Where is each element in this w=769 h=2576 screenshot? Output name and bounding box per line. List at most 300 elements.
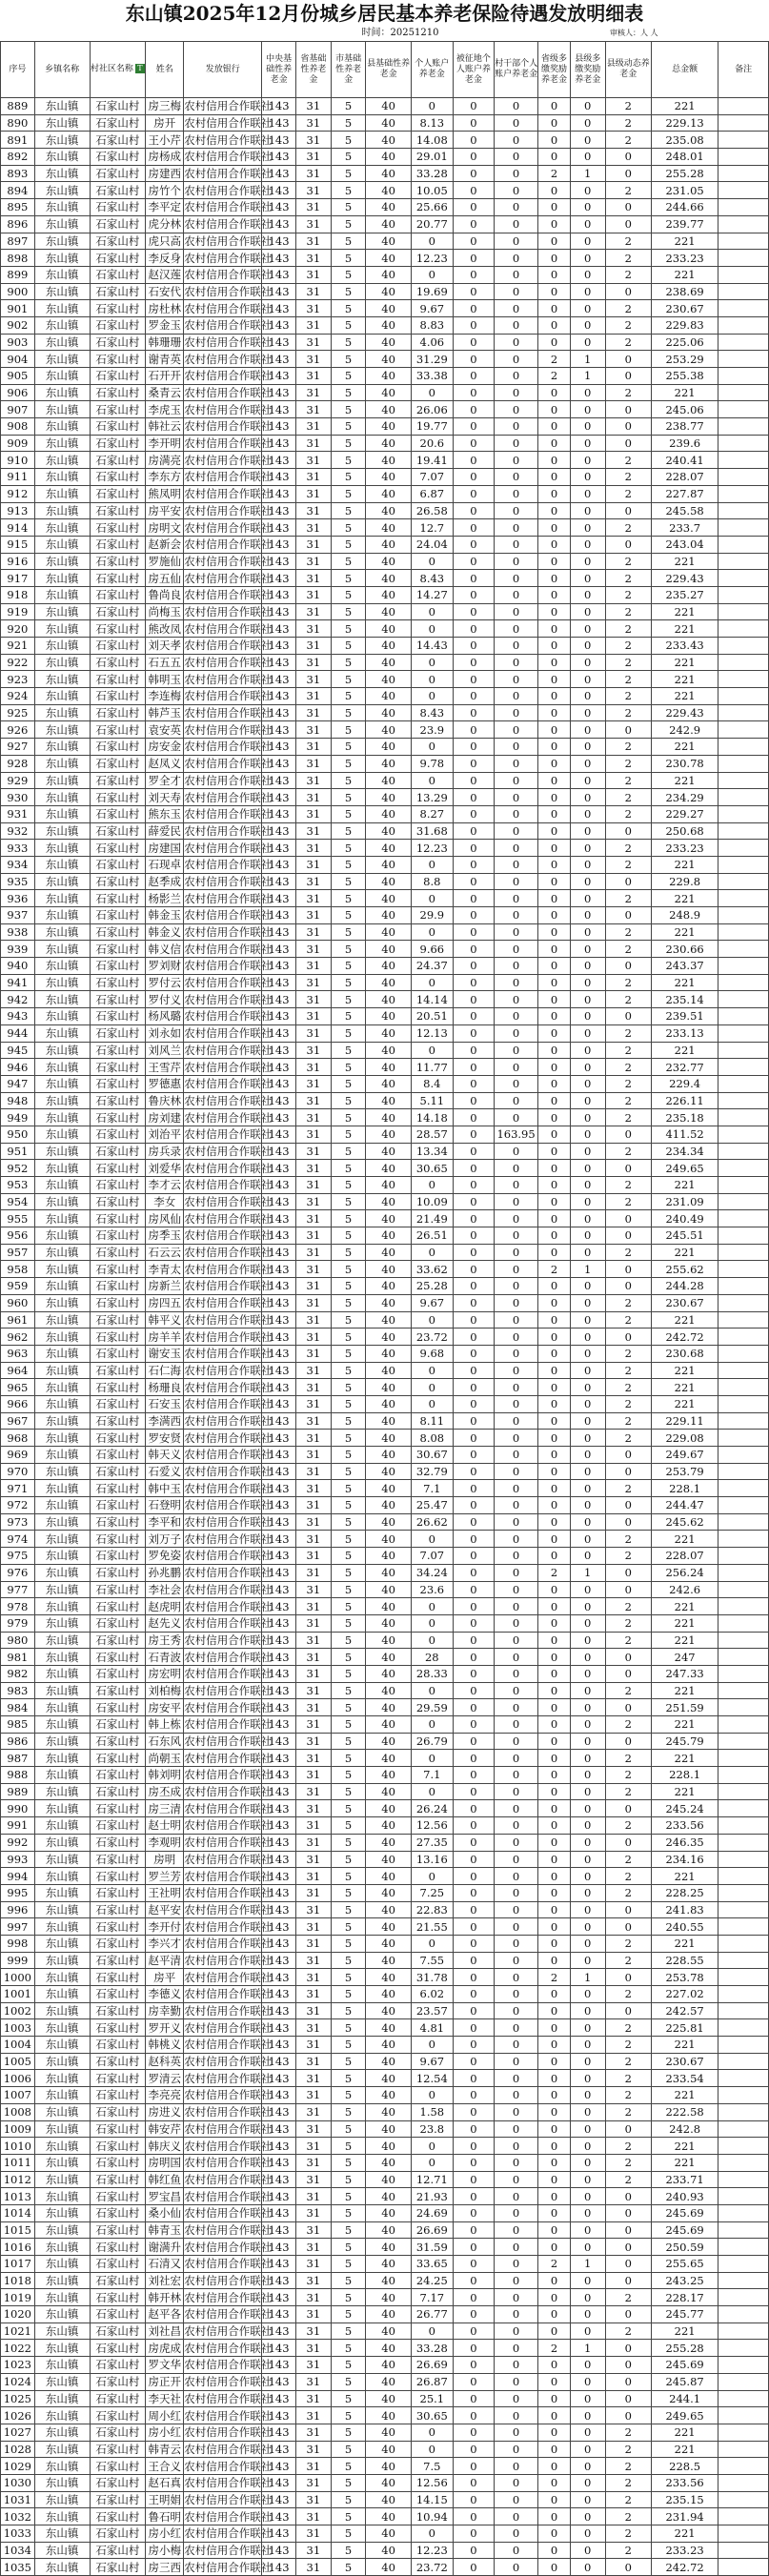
cell-bank: 农村信用合作联社 (184, 689, 273, 703)
cell-county: 40 (366, 1447, 411, 1464)
cell-provincial: 31 (295, 1463, 331, 1480)
cell-central: 143 (262, 435, 296, 452)
cell-town: 东山镇 (34, 873, 90, 890)
cell-central: 143 (262, 149, 296, 166)
cell-village: 石家山村 (90, 1750, 146, 1767)
cell-land: 0 (453, 1024, 494, 1042)
cell-prov-bonus: 2 (538, 2340, 571, 2357)
cell-provincial: 31 (295, 149, 331, 166)
cell-village: 石家山村 (90, 182, 146, 199)
cell-personal: 0 (411, 1682, 453, 1699)
cell-provincial: 31 (295, 1379, 331, 1396)
cell-remarks (718, 2322, 769, 2340)
cell-land: 0 (453, 856, 494, 873)
cell-village: 石家山村 (90, 856, 146, 873)
cell-provincial: 31 (295, 2289, 331, 2306)
cell-dynamic: 0 (605, 2002, 651, 2019)
cell-village: 石家山村 (90, 991, 146, 1008)
cell-remarks (718, 2087, 769, 2104)
cell-provincial: 31 (295, 98, 331, 115)
cell-name: 房兵录 (146, 1143, 184, 1160)
cell-name: 鲁尚良 (146, 586, 184, 603)
cell-village: 石家山村 (90, 401, 146, 418)
cell-dynamic: 0 (605, 1329, 651, 1346)
cell-personal: 12.13 (411, 1024, 453, 1042)
cell-dynamic: 0 (605, 1581, 651, 1598)
cell-total: 221 (651, 890, 718, 907)
cell-cadre: 0 (494, 1362, 537, 1379)
cell-county: 40 (366, 805, 411, 822)
cell-prov-bonus: 0 (538, 1345, 571, 1362)
cell-prov-bonus: 0 (538, 941, 571, 958)
cell-total: 256.24 (651, 1564, 718, 1581)
cell-remarks (718, 351, 769, 368)
table-row (1, 1952, 769, 1969)
cell-prov-bonus: 0 (538, 2441, 571, 2458)
cell-county-bonus: 0 (570, 1682, 605, 1699)
cell-remarks (718, 890, 769, 907)
cell-village: 石家山村 (90, 300, 146, 317)
cell-index: 908 (1, 418, 35, 436)
cell-county: 40 (366, 1531, 411, 1548)
cell-total: 245.24 (651, 1800, 718, 1817)
cell-land: 0 (453, 721, 494, 739)
cell-city: 5 (331, 1143, 366, 1160)
cell-bank: 农村信用合作联社 (184, 1869, 273, 1883)
cell-personal: 0 (411, 1379, 453, 1396)
reviewer-label: 审核人：人 人 (610, 29, 658, 37)
cell-county: 40 (366, 165, 411, 182)
cell-personal: 0 (411, 1244, 453, 1261)
cell-total: 221 (651, 856, 718, 873)
cell-total: 221 (651, 1868, 718, 1885)
cell-county-bonus: 0 (570, 2289, 605, 2306)
cell-county-bonus: 0 (570, 1210, 605, 1227)
cell-remarks (718, 316, 769, 334)
cell-total: 221 (651, 553, 718, 570)
cell-land: 0 (453, 991, 494, 1008)
cell-provincial: 31 (295, 1817, 331, 1835)
table-row (1, 2322, 769, 2340)
cell-city: 5 (331, 890, 366, 907)
cell-town: 东山镇 (34, 2559, 90, 2576)
cell-total: 221 (651, 654, 718, 671)
cell-town: 东山镇 (34, 2525, 90, 2543)
cell-city: 5 (331, 1311, 366, 1329)
cell-remarks (718, 1884, 769, 1901)
cell-city: 5 (331, 300, 366, 317)
cell-provincial: 31 (295, 1447, 331, 1464)
cell-county-bonus: 0 (570, 2053, 605, 2070)
cell-village: 石家山村 (90, 132, 146, 149)
cell-city: 5 (331, 2138, 366, 2155)
cell-index: 935 (1, 873, 35, 890)
cell-name: 韩天义 (146, 1447, 184, 1464)
cell-name: 房明国 (146, 2154, 184, 2171)
cell-index: 985 (1, 1716, 35, 1734)
cell-remarks (718, 502, 769, 519)
cell-personal: 14.15 (411, 2491, 453, 2508)
cell-personal: 21.55 (411, 1918, 453, 1936)
cell-provincial: 31 (295, 1008, 331, 1025)
cell-land: 0 (453, 2289, 494, 2306)
cell-dynamic: 2 (605, 98, 651, 115)
cell-personal: 0 (411, 1531, 453, 1548)
cell-total: 250.68 (651, 822, 718, 840)
cell-county-bonus: 0 (570, 2525, 605, 2543)
cell-total: 255.65 (651, 2256, 718, 2273)
cell-cadre: 0 (494, 1531, 537, 1548)
cell-town: 东山镇 (34, 907, 90, 924)
cell-central: 143 (262, 1817, 296, 1835)
cell-name: 房季玉 (146, 1227, 184, 1245)
cell-provincial: 31 (295, 1261, 331, 1278)
cell-dynamic: 2 (605, 1059, 651, 1076)
cell-village: 石家山村 (90, 1497, 146, 1514)
cell-land: 0 (453, 2002, 494, 2019)
cell-bank: 农村信用合作联社 (184, 318, 273, 333)
cell-town: 东山镇 (34, 1649, 90, 1666)
cell-county: 40 (366, 2357, 411, 2374)
cell-personal: 24.25 (411, 2272, 453, 2289)
cell-remarks (718, 671, 769, 688)
cell-land: 0 (453, 132, 494, 149)
cell-bank: 农村信用合作联社 (184, 2088, 273, 2102)
cell-land: 0 (453, 1531, 494, 1548)
cell-index: 1020 (1, 2306, 35, 2323)
cell-prov-bonus: 0 (538, 739, 571, 756)
col-header-name: 姓名 (146, 42, 184, 98)
cell-prov-bonus: 0 (538, 586, 571, 603)
cell-total: 221 (651, 2525, 718, 2543)
cell-dynamic: 2 (605, 2322, 651, 2340)
cell-town: 东山镇 (34, 1918, 90, 1936)
cell-index: 958 (1, 1261, 35, 1278)
cell-county-bonus: 0 (570, 1834, 605, 1851)
cell-remarks (718, 418, 769, 436)
cell-village: 石家山村 (90, 1716, 146, 1734)
cell-central: 143 (262, 1901, 296, 1918)
cell-county: 40 (366, 1160, 411, 1177)
cell-village: 石家山村 (90, 1278, 146, 1295)
cell-city: 5 (331, 384, 366, 401)
cell-bank: 农村信用合作联社 (184, 1413, 273, 1428)
cell-county-bonus: 0 (570, 1632, 605, 1649)
cell-village: 石家山村 (90, 2272, 146, 2289)
table-row (1, 873, 769, 890)
cell-remarks (718, 974, 769, 991)
table-row (1, 1210, 769, 1227)
cell-personal: 0 (411, 620, 453, 638)
cell-prov-bonus: 0 (538, 958, 571, 975)
col-header-town: 乡镇名称 (34, 42, 90, 98)
cell-provincial: 31 (295, 1918, 331, 1936)
cell-provincial: 31 (295, 1294, 331, 1311)
cell-personal: 19.41 (411, 452, 453, 469)
cell-village: 石家山村 (90, 755, 146, 772)
cell-provincial: 31 (295, 941, 331, 958)
cell-dynamic: 2 (605, 1884, 651, 1901)
cell-village: 石家山村 (90, 1244, 146, 1261)
cell-central: 143 (262, 958, 296, 975)
cell-village: 石家山村 (90, 1817, 146, 1835)
cell-county-bonus: 0 (570, 772, 605, 789)
cell-land: 0 (453, 772, 494, 789)
cell-bank: 农村信用合作联社 (184, 740, 273, 754)
cell-land: 0 (453, 182, 494, 199)
cell-county-bonus: 0 (570, 638, 605, 655)
cell-land: 0 (453, 215, 494, 233)
cell-town: 东山镇 (34, 149, 90, 166)
cell-index: 892 (1, 149, 35, 166)
cell-city: 5 (331, 654, 366, 671)
cell-total: 228.25 (651, 1884, 718, 1901)
cell-land: 0 (453, 586, 494, 603)
cell-name: 李虎玉 (146, 401, 184, 418)
cell-village: 石家山村 (90, 2373, 146, 2390)
cell-name: 杨风璐 (146, 1008, 184, 1025)
cell-prov-bonus: 0 (538, 1463, 571, 1480)
cell-town: 东山镇 (34, 1699, 90, 1716)
cell-city: 5 (331, 2458, 366, 2475)
cell-dynamic: 2 (605, 2171, 651, 2188)
cell-city: 5 (331, 1649, 366, 1666)
cell-county: 40 (366, 822, 411, 840)
cell-city: 5 (331, 941, 366, 958)
cell-remarks (718, 2002, 769, 2019)
cell-land: 0 (453, 1362, 494, 1379)
cell-index: 931 (1, 805, 35, 822)
cell-cadre: 0 (494, 1294, 537, 1311)
cell-city: 5 (331, 435, 366, 452)
cell-county-bonus: 0 (570, 688, 605, 705)
cell-county-bonus: 0 (570, 1244, 605, 1261)
cell-prov-bonus: 0 (538, 822, 571, 840)
cell-county: 40 (366, 1952, 411, 1969)
cell-land: 0 (453, 1800, 494, 1817)
cell-cadre: 0 (494, 233, 537, 250)
cell-prov-bonus: 0 (538, 2407, 571, 2424)
cell-provincial: 31 (295, 250, 331, 267)
cell-cadre: 0 (494, 721, 537, 739)
cell-county-bonus: 0 (570, 1042, 605, 1059)
cell-dynamic: 2 (605, 1395, 651, 1412)
cell-central: 143 (262, 2204, 296, 2221)
cell-town: 东山镇 (34, 1294, 90, 1311)
cell-dynamic: 2 (605, 1412, 651, 1430)
cell-central: 143 (262, 1412, 296, 1430)
cell-total: 221 (651, 384, 718, 401)
cell-county-bonus: 0 (570, 907, 605, 924)
cell-name: 李东方 (146, 469, 184, 486)
cell-bank: 农村信用合作联社 (184, 1836, 273, 1850)
cell-village: 石家山村 (90, 1548, 146, 1565)
cell-central: 143 (262, 2508, 296, 2525)
cell-provincial: 31 (295, 1851, 331, 1868)
cell-personal: 9.67 (411, 1294, 453, 1311)
cell-name: 房开 (146, 114, 184, 132)
cell-land: 0 (453, 98, 494, 115)
table-row (1, 1699, 769, 1716)
cell-bank: 农村信用合作联社 (184, 823, 273, 838)
cell-central: 143 (262, 1716, 296, 1734)
cell-personal: 0 (411, 1311, 453, 1329)
cell-city: 5 (331, 2154, 366, 2171)
cell-city: 5 (331, 1024, 366, 1042)
cell-provincial: 31 (295, 199, 331, 216)
cell-total: 231.05 (651, 182, 718, 199)
cell-name: 韩明玉 (146, 671, 184, 688)
cell-cadre: 0 (494, 1345, 537, 1362)
cell-index: 1000 (1, 1969, 35, 1986)
cell-total: 228.1 (651, 1767, 718, 1784)
cell-bank: 农村信用合作联社 (184, 2375, 273, 2389)
cell-town: 东山镇 (34, 1430, 90, 1447)
cell-central: 143 (262, 418, 296, 436)
cell-index: 947 (1, 1075, 35, 1092)
cell-total: 221 (651, 603, 718, 620)
cell-prov-bonus: 0 (538, 2306, 571, 2323)
cell-central: 143 (262, 1884, 296, 1901)
cell-dynamic: 2 (605, 1193, 651, 1210)
cell-central: 143 (262, 2002, 296, 2019)
table-row (1, 1969, 769, 1986)
cell-central: 143 (262, 603, 296, 620)
cell-index: 995 (1, 1884, 35, 1901)
cell-county-bonus: 0 (570, 2120, 605, 2138)
cell-county-bonus: 0 (570, 1699, 605, 1716)
cell-town: 东山镇 (34, 1379, 90, 1396)
cell-village: 石家山村 (90, 907, 146, 924)
cell-dynamic: 2 (605, 182, 651, 199)
cell-total: 244.1 (651, 2390, 718, 2407)
cell-provincial: 31 (295, 1699, 331, 1716)
cell-city: 5 (331, 266, 366, 283)
cell-central: 143 (262, 2424, 296, 2441)
cell-village: 石家山村 (90, 1952, 146, 1969)
cell-dynamic: 2 (605, 2289, 651, 2306)
cell-city: 5 (331, 840, 366, 857)
cell-remarks (718, 2120, 769, 2138)
cell-personal: 0 (411, 266, 453, 283)
cell-village: 石家山村 (90, 165, 146, 182)
cell-personal: 0 (411, 856, 453, 873)
cell-cadre: 0 (494, 772, 537, 789)
cell-index: 1028 (1, 2441, 35, 2458)
table-row (1, 704, 769, 721)
cell-county-bonus: 0 (570, 603, 605, 620)
table-row (1, 2002, 769, 2019)
cell-name: 韩上栋 (146, 1716, 184, 1734)
cell-name: 王合义 (146, 2458, 184, 2475)
cell-personal: 0 (411, 1783, 453, 1800)
cell-county-bonus: 0 (570, 1059, 605, 1076)
cell-prov-bonus: 0 (538, 1430, 571, 1447)
cell-dynamic: 2 (605, 1548, 651, 1565)
cell-central: 143 (262, 1632, 296, 1649)
cell-index: 945 (1, 1042, 35, 1059)
cell-personal: 24.04 (411, 536, 453, 553)
table-row (1, 536, 769, 553)
table-row (1, 1126, 769, 1143)
cell-prov-bonus: 0 (538, 519, 571, 537)
cell-bank: 农村信用合作联社 (184, 200, 273, 214)
cell-remarks (718, 1851, 769, 1868)
cell-land: 0 (453, 401, 494, 418)
table-row (1, 266, 769, 283)
cell-personal: 30.65 (411, 1160, 453, 1177)
cell-bank: 农村信用合作联社 (184, 1498, 273, 1512)
cell-county-bonus: 0 (570, 215, 605, 233)
cell-central: 143 (262, 941, 296, 958)
cell-city: 5 (331, 688, 366, 705)
cell-total: 253.79 (651, 1463, 718, 1480)
cell-village: 石家山村 (90, 2239, 146, 2256)
cell-prov-bonus: 0 (538, 1750, 571, 1767)
cell-bank: 农村信用合作联社 (184, 284, 273, 298)
cell-provincial: 31 (295, 2221, 331, 2239)
cell-remarks (718, 2053, 769, 2070)
cell-name: 袁安英 (146, 721, 184, 739)
cell-city: 5 (331, 132, 366, 149)
cell-village: 石家山村 (90, 739, 146, 756)
cell-central: 143 (262, 2407, 296, 2424)
cell-dynamic: 2 (605, 974, 651, 991)
cell-county-bonus: 0 (570, 1851, 605, 1868)
cell-total: 233.56 (651, 1817, 718, 1835)
col-header-village[interactable] (90, 42, 146, 98)
cell-city: 5 (331, 2070, 366, 2087)
cell-county: 40 (366, 1227, 411, 1245)
cell-provincial: 31 (295, 452, 331, 469)
cell-dynamic: 0 (605, 1969, 651, 1986)
cell-city: 5 (331, 2340, 366, 2357)
cell-index: 1027 (1, 2424, 35, 2441)
cell-total: 248.9 (651, 907, 718, 924)
cell-total: 221 (651, 620, 718, 638)
cell-city: 5 (331, 1783, 366, 1800)
cell-land: 0 (453, 1059, 494, 1076)
filter-icon[interactable]: T (135, 64, 145, 73)
cell-prov-bonus: 0 (538, 2525, 571, 2543)
payout-table (0, 41, 769, 2576)
cell-name: 赵平安 (146, 1901, 184, 1918)
cell-county: 40 (366, 233, 411, 250)
cell-city: 5 (331, 1581, 366, 1598)
cell-cadre: 0 (494, 1024, 537, 1042)
cell-town: 东山镇 (34, 1395, 90, 1412)
cell-bank: 农村信用合作联社 (184, 116, 273, 131)
cell-prov-bonus: 0 (538, 1986, 571, 2003)
cell-city: 5 (331, 1345, 366, 1362)
cell-dynamic: 2 (605, 1109, 651, 1126)
cell-cadre: 0 (494, 856, 537, 873)
cell-county: 40 (366, 266, 411, 283)
cell-town: 东山镇 (34, 991, 90, 1008)
cell-dynamic: 2 (605, 789, 651, 806)
cell-central: 143 (262, 654, 296, 671)
cell-county-bonus: 1 (570, 2340, 605, 2357)
cell-dynamic: 2 (605, 2474, 651, 2491)
table-row (1, 1665, 769, 1682)
cell-name: 房正开 (146, 2373, 184, 2390)
cell-town: 东山镇 (34, 923, 90, 941)
cell-personal: 23.6 (411, 1581, 453, 1598)
header-row (1, 42, 769, 98)
table-row (1, 1783, 769, 1800)
cell-town: 东山镇 (34, 638, 90, 655)
cell-dynamic: 0 (605, 1463, 651, 1480)
